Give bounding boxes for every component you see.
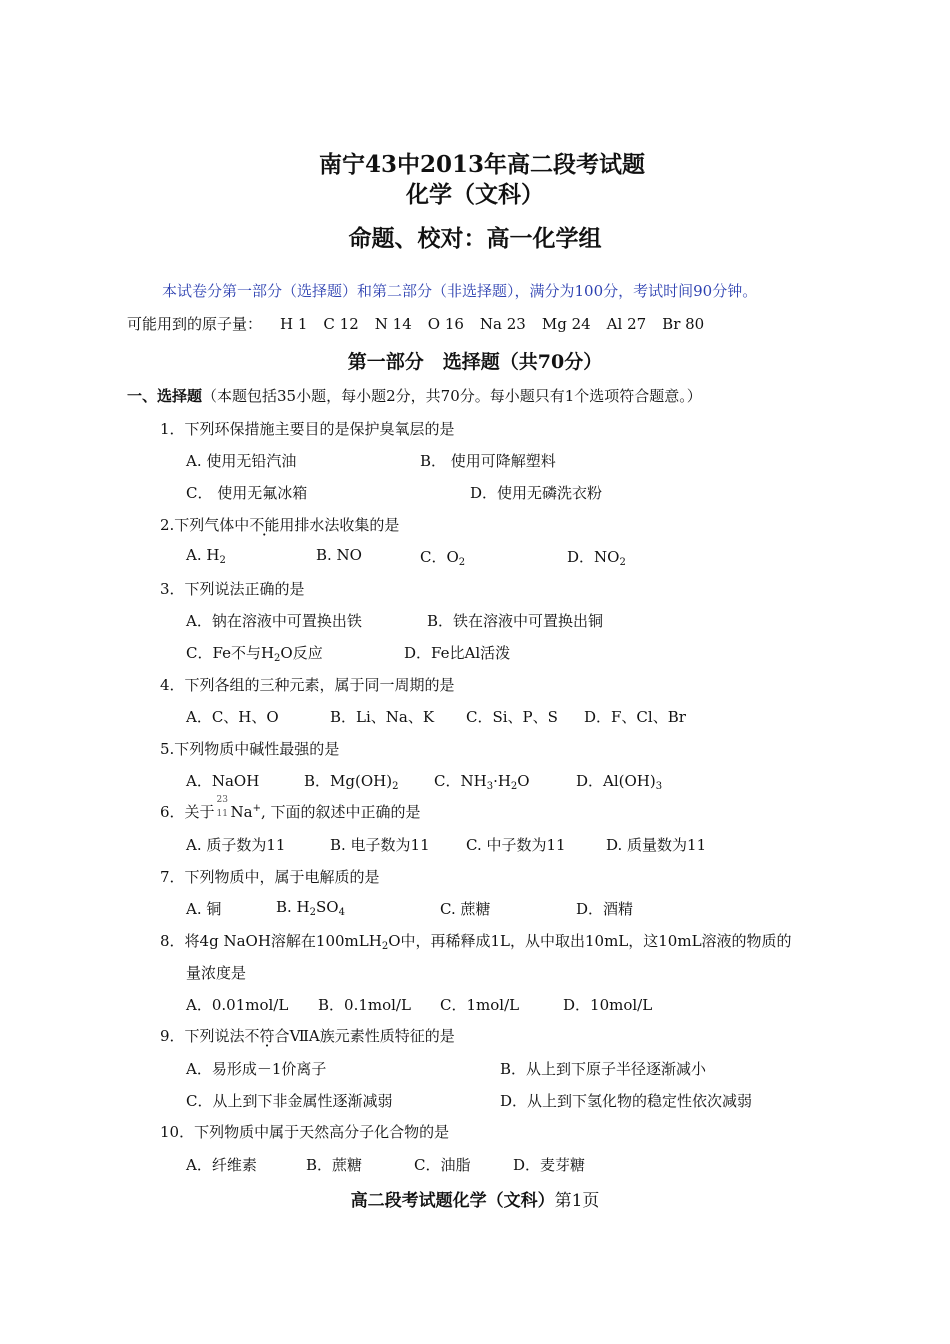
- atomic-mass-item: Br 80: [662, 315, 705, 333]
- atomic-mass-item: O 16: [427, 315, 464, 333]
- question-stem: 1．下列环保措施主要目的是保护臭氧层的是: [160, 420, 455, 438]
- question-stem: 3．下列说法正确的是: [160, 580, 305, 598]
- option-c: C． 使用无氟冰箱: [186, 484, 308, 502]
- option-a: A．纤维素: [186, 1156, 257, 1174]
- question-stem: 2.下列气体中不能用排水法收集的是: [160, 516, 400, 534]
- option-a: A. 使用无铅汽油: [186, 452, 297, 470]
- option-d: D．麦芽糖: [513, 1156, 586, 1174]
- option-a: A．易形成－1价离子: [186, 1060, 327, 1078]
- atomic-mass-item: Na 23: [479, 315, 526, 333]
- option-d: D．酒精: [576, 900, 634, 918]
- option-a: A．钠在溶液中可置换出铁: [186, 612, 362, 630]
- option-b: B. NO: [316, 546, 362, 564]
- option-c: C．$O_2$: [420, 548, 466, 568]
- option-b: B． 使用可降解塑料: [420, 452, 556, 470]
- question-stem: 9．下列说法不符合ⅦA族元素性质特征的是: [160, 1027, 455, 1045]
- option-a: A. $H_2$: [186, 546, 226, 566]
- exam-subject: 化学（文科）: [406, 181, 544, 208]
- option-b: B. $H_2SO_4$: [276, 898, 345, 918]
- atomic-masses: [127, 313, 720, 334]
- option-b: B．蔗糖: [306, 1156, 363, 1174]
- option-c: C．1mol/L: [440, 996, 520, 1014]
- question-stem: 4．下列各组的三种元素，属于同一周期的是: [160, 676, 455, 694]
- atomic-mass-item: Mg 24: [541, 315, 591, 333]
- option-b: B．$Mg(OH)_2$: [304, 772, 399, 792]
- option-b: B．Li、Na、K: [330, 708, 435, 726]
- section-note: （本题包括35小题，每小题2分，共70分。每小题只有1个选项符合题意。）: [202, 387, 702, 405]
- option-c: C. 中子数为11: [466, 836, 566, 854]
- exam-title: 南宁43中2013年高二段考试题: [318, 151, 646, 178]
- page-number: 第1页: [554, 1191, 600, 1211]
- option-c: C. 蔗糖: [440, 900, 491, 918]
- option-c: C．从上到下非金属性逐渐减弱: [186, 1092, 393, 1110]
- option-b: B．0.1mol/L: [318, 996, 411, 1014]
- option-b: B. 电子数为11: [330, 836, 430, 854]
- page-footer: [0, 1186, 950, 1211]
- isotope-notation: 23 11: [216, 795, 228, 819]
- option-d: D．10mol/L: [563, 996, 653, 1014]
- option-a: A. 铜: [186, 900, 222, 918]
- atomic-mass-item: H 1: [280, 315, 308, 333]
- option-d: D．使用无磷洗衣粉: [470, 484, 603, 502]
- question-stem: 10．下列物质中属于天然高分子化合物的是: [160, 1123, 450, 1141]
- option-d: D. 质量数为11: [606, 836, 707, 854]
- atomic-masses-label: 可能用到的原子量：: [127, 315, 263, 333]
- option-a: A．NaOH: [186, 772, 260, 790]
- atomic-mass-item: Al 27: [606, 315, 647, 333]
- option-c: C．$NH_3\cdot H_2O$: [434, 772, 530, 792]
- question-stem: 6．关于 23 11 Na+, 下面的叙述中正确的是: [160, 795, 421, 821]
- option-d: D．$Al(OH)_3$: [576, 772, 663, 792]
- section-heading: [127, 385, 702, 406]
- option-d: D．F、Cl、Br: [584, 708, 686, 726]
- option-a: A. 质子数为11: [186, 836, 286, 854]
- section-label: 一、选择题: [127, 387, 203, 405]
- atomic-mass-item: C 12: [323, 315, 359, 333]
- option-d: D．Fe比Al活泼: [404, 644, 511, 662]
- emphasis-text: 不符合: [244, 1027, 290, 1045]
- option-c: C．Si、P、S: [466, 708, 558, 726]
- option-c: C．油脂: [414, 1156, 471, 1174]
- option-d: D．从上到下氢化物的稳定性依次减弱: [500, 1092, 753, 1110]
- footer-title: 高二段考试题化学（文科）: [350, 1191, 555, 1211]
- exam-authors: 命题、校对：高一化学组: [348, 225, 602, 252]
- option-a: A．C、H、O: [186, 708, 279, 726]
- atomic-mass-item: N 14: [374, 315, 412, 333]
- question-stem: 7．下列物质中，属于电解质的是: [160, 868, 380, 886]
- part1-heading: 第一部分 选择题（共70分）: [347, 351, 603, 373]
- option-d: D．$NO_2$: [567, 548, 626, 568]
- option-c: C．Fe不与$H_2O$反应: [186, 644, 323, 664]
- option-a: A．0.01mol/L: [186, 996, 289, 1014]
- emphasis-text: 不能: [249, 516, 280, 534]
- option-b: B．铁在溶液中可置换出铜: [427, 612, 604, 630]
- question-stem-line2: 量浓度是: [186, 964, 247, 982]
- option-b: B．从上到下原子半径逐渐减小: [500, 1060, 707, 1078]
- question-stem: 8．将4g NaOH溶解在100mLH$_2$O中，再稀释成1L，从中取出10mL，这10mL溶液的物质的: [160, 932, 792, 952]
- exam-intro: 本试卷分第一部分（选择题）和第二部分（非选择题），满分为100分，考试时间90分钟。: [162, 282, 758, 300]
- question-stem: 5.下列物质中碱性最强的是: [160, 740, 340, 758]
